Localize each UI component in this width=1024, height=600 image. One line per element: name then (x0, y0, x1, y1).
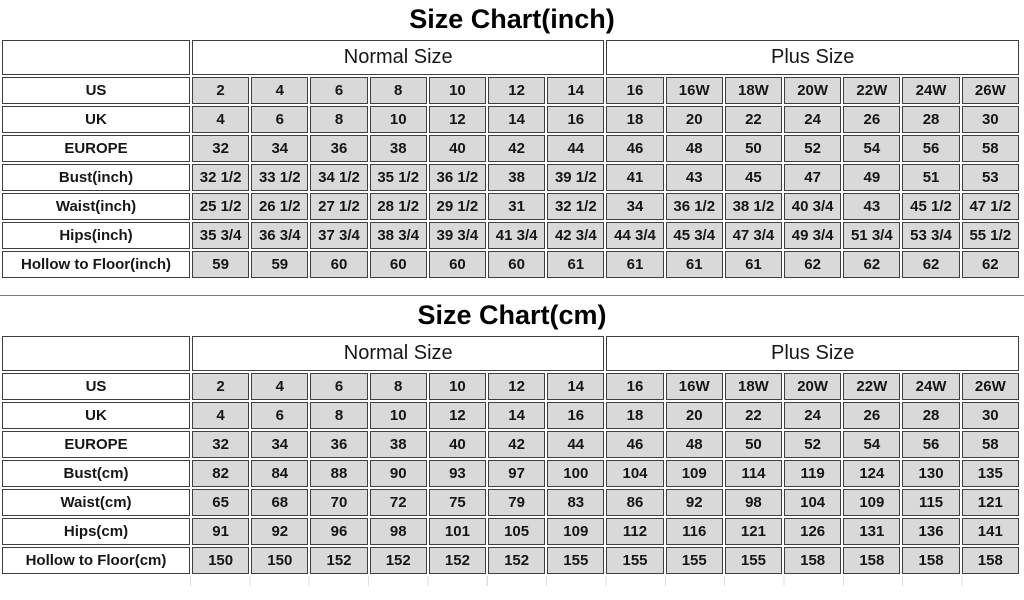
size-chart-inch-title: Size Chart(inch) (409, 4, 615, 34)
size-value-cell: 60 (370, 251, 427, 278)
size-value-cell: 41 (606, 164, 663, 191)
size-value-cell: 49 3/4 (784, 222, 841, 249)
row-label: Waist(cm) (2, 489, 190, 516)
row-label: US (2, 373, 190, 400)
size-value-cell: 56 (902, 135, 959, 162)
size-value-cell: 35 1/2 (370, 164, 427, 191)
size-value-cell: 155 (725, 547, 782, 574)
size-value-cell: 34 (251, 135, 308, 162)
row-label: Bust(inch) (2, 164, 190, 191)
table-row (2, 402, 1019, 429)
size-value-cell: 109 (666, 460, 723, 487)
table-row (2, 373, 1019, 400)
size-value-cell: 22W (843, 77, 900, 104)
size-value-cell: 92 (666, 489, 723, 516)
column-group-header-row (2, 336, 1019, 371)
corner-cell (2, 336, 190, 371)
size-value-cell: 43 (843, 193, 900, 220)
row-label: Bust(cm) (2, 460, 190, 487)
size-value-cell: 2 (192, 77, 249, 104)
size-value-cell: 4 (192, 402, 249, 429)
size-value-cell: 20W (784, 77, 841, 104)
size-value-cell: 60 (310, 251, 367, 278)
size-value-cell: 42 (488, 431, 545, 458)
size-value-cell: 155 (547, 547, 604, 574)
row-label: UK (2, 106, 190, 133)
size-value-cell: 92 (251, 518, 308, 545)
size-value-cell: 65 (192, 489, 249, 516)
table-row (2, 193, 1019, 220)
size-value-cell: 97 (488, 460, 545, 487)
size-value-cell: 30 (962, 106, 1019, 133)
size-value-cell: 59 (251, 251, 308, 278)
size-value-cell: 45 1/2 (902, 193, 959, 220)
column-group-cell: Normal Size (192, 336, 604, 371)
size-value-cell: 48 (666, 135, 723, 162)
row-label: Waist(inch) (2, 193, 190, 220)
size-value-cell: 32 (192, 431, 249, 458)
size-value-cell: 2 (192, 373, 249, 400)
size-value-cell: 54 (843, 431, 900, 458)
size-value-cell: 105 (488, 518, 545, 545)
size-value-cell: 14 (488, 402, 545, 429)
column-group-cell: Plus Size (606, 336, 1019, 371)
size-value-cell: 115 (902, 489, 959, 516)
size-value-cell: 42 (488, 135, 545, 162)
size-value-cell: 28 (902, 106, 959, 133)
size-value-cell: 16 (606, 373, 663, 400)
size-value-cell: 34 1/2 (310, 164, 367, 191)
table-row (2, 251, 1019, 278)
size-value-cell: 8 (370, 373, 427, 400)
size-value-cell: 26 (843, 402, 900, 429)
size-value-cell: 36 1/2 (429, 164, 486, 191)
size-value-cell: 12 (429, 106, 486, 133)
size-chart-cm-section (0, 295, 1024, 576)
size-value-cell: 36 1/2 (666, 193, 723, 220)
size-value-cell: 88 (310, 460, 367, 487)
size-value-cell: 44 3/4 (606, 222, 663, 249)
size-value-cell: 14 (488, 106, 545, 133)
size-value-cell: 96 (310, 518, 367, 545)
table-row (2, 518, 1019, 545)
size-value-cell: 46 (606, 431, 663, 458)
size-value-cell: 31 (488, 193, 545, 220)
size-value-cell: 22 (725, 106, 782, 133)
size-value-cell: 16 (606, 77, 663, 104)
size-value-cell: 98 (725, 489, 782, 516)
size-value-cell: 32 1/2 (547, 193, 604, 220)
size-value-cell: 79 (488, 489, 545, 516)
size-value-cell: 22W (843, 373, 900, 400)
size-value-cell: 41 3/4 (488, 222, 545, 249)
size-value-cell: 26W (962, 77, 1019, 104)
spreadsheet-gridlines (0, 576, 1021, 586)
table-row (2, 106, 1019, 133)
size-value-cell: 16W (666, 373, 723, 400)
table-row (2, 77, 1019, 104)
size-value-cell: 47 (784, 164, 841, 191)
size-table-cm (0, 334, 1021, 576)
size-value-cell: 20 (666, 106, 723, 133)
size-chart-inch-section (0, 0, 1024, 280)
column-group-cell: Plus Size (606, 40, 1019, 75)
size-value-cell: 126 (784, 518, 841, 545)
size-value-cell: 24W (902, 373, 959, 400)
size-value-cell: 155 (606, 547, 663, 574)
row-label: UK (2, 402, 190, 429)
size-value-cell: 14 (547, 77, 604, 104)
size-value-cell: 8 (310, 106, 367, 133)
size-value-cell: 26 1/2 (251, 193, 308, 220)
size-value-cell: 54 (843, 135, 900, 162)
size-value-cell: 10 (429, 77, 486, 104)
size-value-cell: 98 (370, 518, 427, 545)
size-value-cell: 82 (192, 460, 249, 487)
size-value-cell: 112 (606, 518, 663, 545)
size-value-cell: 75 (429, 489, 486, 516)
size-value-cell: 45 (725, 164, 782, 191)
size-value-cell: 16W (666, 77, 723, 104)
size-value-cell: 12 (488, 373, 545, 400)
size-value-cell: 42 3/4 (547, 222, 604, 249)
size-value-cell: 155 (666, 547, 723, 574)
table-row (2, 222, 1019, 249)
corner-cell (2, 40, 190, 75)
size-value-cell: 61 (606, 251, 663, 278)
size-value-cell: 20W (784, 373, 841, 400)
size-value-cell: 150 (192, 547, 249, 574)
size-value-cell: 36 3/4 (251, 222, 308, 249)
size-value-cell: 4 (251, 77, 308, 104)
size-value-cell: 20 (666, 402, 723, 429)
size-value-cell: 26 (843, 106, 900, 133)
size-value-cell: 24 (784, 106, 841, 133)
row-label: EUROPE (2, 431, 190, 458)
size-value-cell: 38 3/4 (370, 222, 427, 249)
row-label: Hips(inch) (2, 222, 190, 249)
size-value-cell: 44 (547, 431, 604, 458)
column-group-header-row (2, 40, 1019, 75)
size-value-cell: 32 1/2 (192, 164, 249, 191)
size-value-cell: 55 1/2 (962, 222, 1019, 249)
size-value-cell: 62 (843, 251, 900, 278)
row-label: US (2, 77, 190, 104)
size-value-cell: 59 (192, 251, 249, 278)
size-value-cell: 72 (370, 489, 427, 516)
size-value-cell: 29 1/2 (429, 193, 486, 220)
size-value-cell: 158 (962, 547, 1019, 574)
size-value-cell: 8 (370, 77, 427, 104)
table-row (2, 431, 1019, 458)
table-row (2, 135, 1019, 162)
size-value-cell: 100 (547, 460, 604, 487)
size-value-cell: 40 (429, 431, 486, 458)
size-value-cell: 38 (488, 164, 545, 191)
size-value-cell: 18W (725, 373, 782, 400)
size-value-cell: 48 (666, 431, 723, 458)
size-value-cell: 26W (962, 373, 1019, 400)
size-value-cell: 49 (843, 164, 900, 191)
size-chart-cm-title: Size Chart(cm) (0, 295, 1024, 334)
size-value-cell: 52 (784, 431, 841, 458)
size-value-cell: 30 (962, 402, 1019, 429)
size-value-cell: 51 (902, 164, 959, 191)
size-value-cell: 18W (725, 77, 782, 104)
size-value-cell: 152 (370, 547, 427, 574)
size-value-cell: 60 (488, 251, 545, 278)
size-value-cell: 136 (902, 518, 959, 545)
size-value-cell: 38 1/2 (725, 193, 782, 220)
size-value-cell: 10 (370, 106, 427, 133)
size-value-cell: 83 (547, 489, 604, 516)
size-value-cell: 12 (429, 402, 486, 429)
size-value-cell: 61 (725, 251, 782, 278)
size-value-cell: 152 (488, 547, 545, 574)
size-value-cell: 16 (547, 106, 604, 133)
table-row (2, 489, 1019, 516)
size-value-cell: 61 (666, 251, 723, 278)
size-value-cell: 62 (902, 251, 959, 278)
size-value-cell: 93 (429, 460, 486, 487)
size-value-cell: 47 1/2 (962, 193, 1019, 220)
size-value-cell: 47 3/4 (725, 222, 782, 249)
size-value-cell: 39 3/4 (429, 222, 486, 249)
table-row (2, 460, 1019, 487)
size-value-cell: 34 (251, 431, 308, 458)
size-value-cell: 44 (547, 135, 604, 162)
size-value-cell: 18 (606, 402, 663, 429)
size-value-cell: 62 (784, 251, 841, 278)
size-value-cell: 68 (251, 489, 308, 516)
size-value-cell: 38 (370, 431, 427, 458)
size-value-cell: 4 (251, 373, 308, 400)
size-value-cell: 61 (547, 251, 604, 278)
size-value-cell: 37 3/4 (310, 222, 367, 249)
size-value-cell: 14 (547, 373, 604, 400)
size-value-cell: 6 (310, 77, 367, 104)
size-value-cell: 141 (962, 518, 1019, 545)
size-value-cell: 109 (843, 489, 900, 516)
size-value-cell: 28 1/2 (370, 193, 427, 220)
size-value-cell: 109 (547, 518, 604, 545)
size-value-cell: 119 (784, 460, 841, 487)
size-value-cell: 40 3/4 (784, 193, 841, 220)
size-value-cell: 24W (902, 77, 959, 104)
size-value-cell: 53 3/4 (902, 222, 959, 249)
size-value-cell: 8 (310, 402, 367, 429)
size-value-cell: 158 (843, 547, 900, 574)
size-value-cell: 25 1/2 (192, 193, 249, 220)
size-table-inch (0, 38, 1021, 280)
size-value-cell: 18 (606, 106, 663, 133)
size-value-cell: 158 (902, 547, 959, 574)
size-value-cell: 28 (902, 402, 959, 429)
size-value-cell: 36 (310, 135, 367, 162)
size-value-cell: 104 (606, 460, 663, 487)
column-group-cell: Normal Size (192, 40, 604, 75)
size-value-cell: 130 (902, 460, 959, 487)
size-value-cell: 24 (784, 402, 841, 429)
size-value-cell: 62 (962, 251, 1019, 278)
size-value-cell: 34 (606, 193, 663, 220)
size-value-cell: 50 (725, 431, 782, 458)
size-value-cell: 10 (370, 402, 427, 429)
size-value-cell: 135 (962, 460, 1019, 487)
size-value-cell: 6 (310, 373, 367, 400)
table-row (2, 164, 1019, 191)
size-value-cell: 32 (192, 135, 249, 162)
size-value-cell: 4 (192, 106, 249, 133)
table-row (2, 547, 1019, 574)
size-value-cell: 12 (488, 77, 545, 104)
row-label: Hollow to Floor(cm) (2, 547, 190, 574)
size-value-cell: 58 (962, 431, 1019, 458)
size-value-cell: 51 3/4 (843, 222, 900, 249)
size-value-cell: 35 3/4 (192, 222, 249, 249)
size-value-cell: 150 (251, 547, 308, 574)
size-value-cell: 60 (429, 251, 486, 278)
size-value-cell: 52 (784, 135, 841, 162)
size-value-cell: 38 (370, 135, 427, 162)
size-value-cell: 39 1/2 (547, 164, 604, 191)
size-value-cell: 124 (843, 460, 900, 487)
size-value-cell: 50 (725, 135, 782, 162)
size-value-cell: 45 3/4 (666, 222, 723, 249)
size-value-cell: 84 (251, 460, 308, 487)
size-value-cell: 10 (429, 373, 486, 400)
size-value-cell: 53 (962, 164, 1019, 191)
size-value-cell: 70 (310, 489, 367, 516)
size-value-cell: 33 1/2 (251, 164, 308, 191)
size-value-cell: 86 (606, 489, 663, 516)
size-value-cell: 152 (310, 547, 367, 574)
size-value-cell: 46 (606, 135, 663, 162)
size-value-cell: 101 (429, 518, 486, 545)
size-value-cell: 40 (429, 135, 486, 162)
row-label: Hollow to Floor(inch) (2, 251, 190, 278)
size-value-cell: 152 (429, 547, 486, 574)
size-value-cell: 36 (310, 431, 367, 458)
size-value-cell: 91 (192, 518, 249, 545)
size-value-cell: 104 (784, 489, 841, 516)
size-value-cell: 43 (666, 164, 723, 191)
size-value-cell: 6 (251, 402, 308, 429)
size-value-cell: 90 (370, 460, 427, 487)
size-value-cell: 58 (962, 135, 1019, 162)
size-value-cell: 22 (725, 402, 782, 429)
size-value-cell: 6 (251, 106, 308, 133)
size-value-cell: 131 (843, 518, 900, 545)
row-label: EUROPE (2, 135, 190, 162)
size-value-cell: 121 (725, 518, 782, 545)
size-value-cell: 158 (784, 547, 841, 574)
size-value-cell: 27 1/2 (310, 193, 367, 220)
size-value-cell: 114 (725, 460, 782, 487)
row-label: Hips(cm) (2, 518, 190, 545)
size-value-cell: 56 (902, 431, 959, 458)
size-value-cell: 121 (962, 489, 1019, 516)
size-value-cell: 16 (547, 402, 604, 429)
size-value-cell: 116 (666, 518, 723, 545)
